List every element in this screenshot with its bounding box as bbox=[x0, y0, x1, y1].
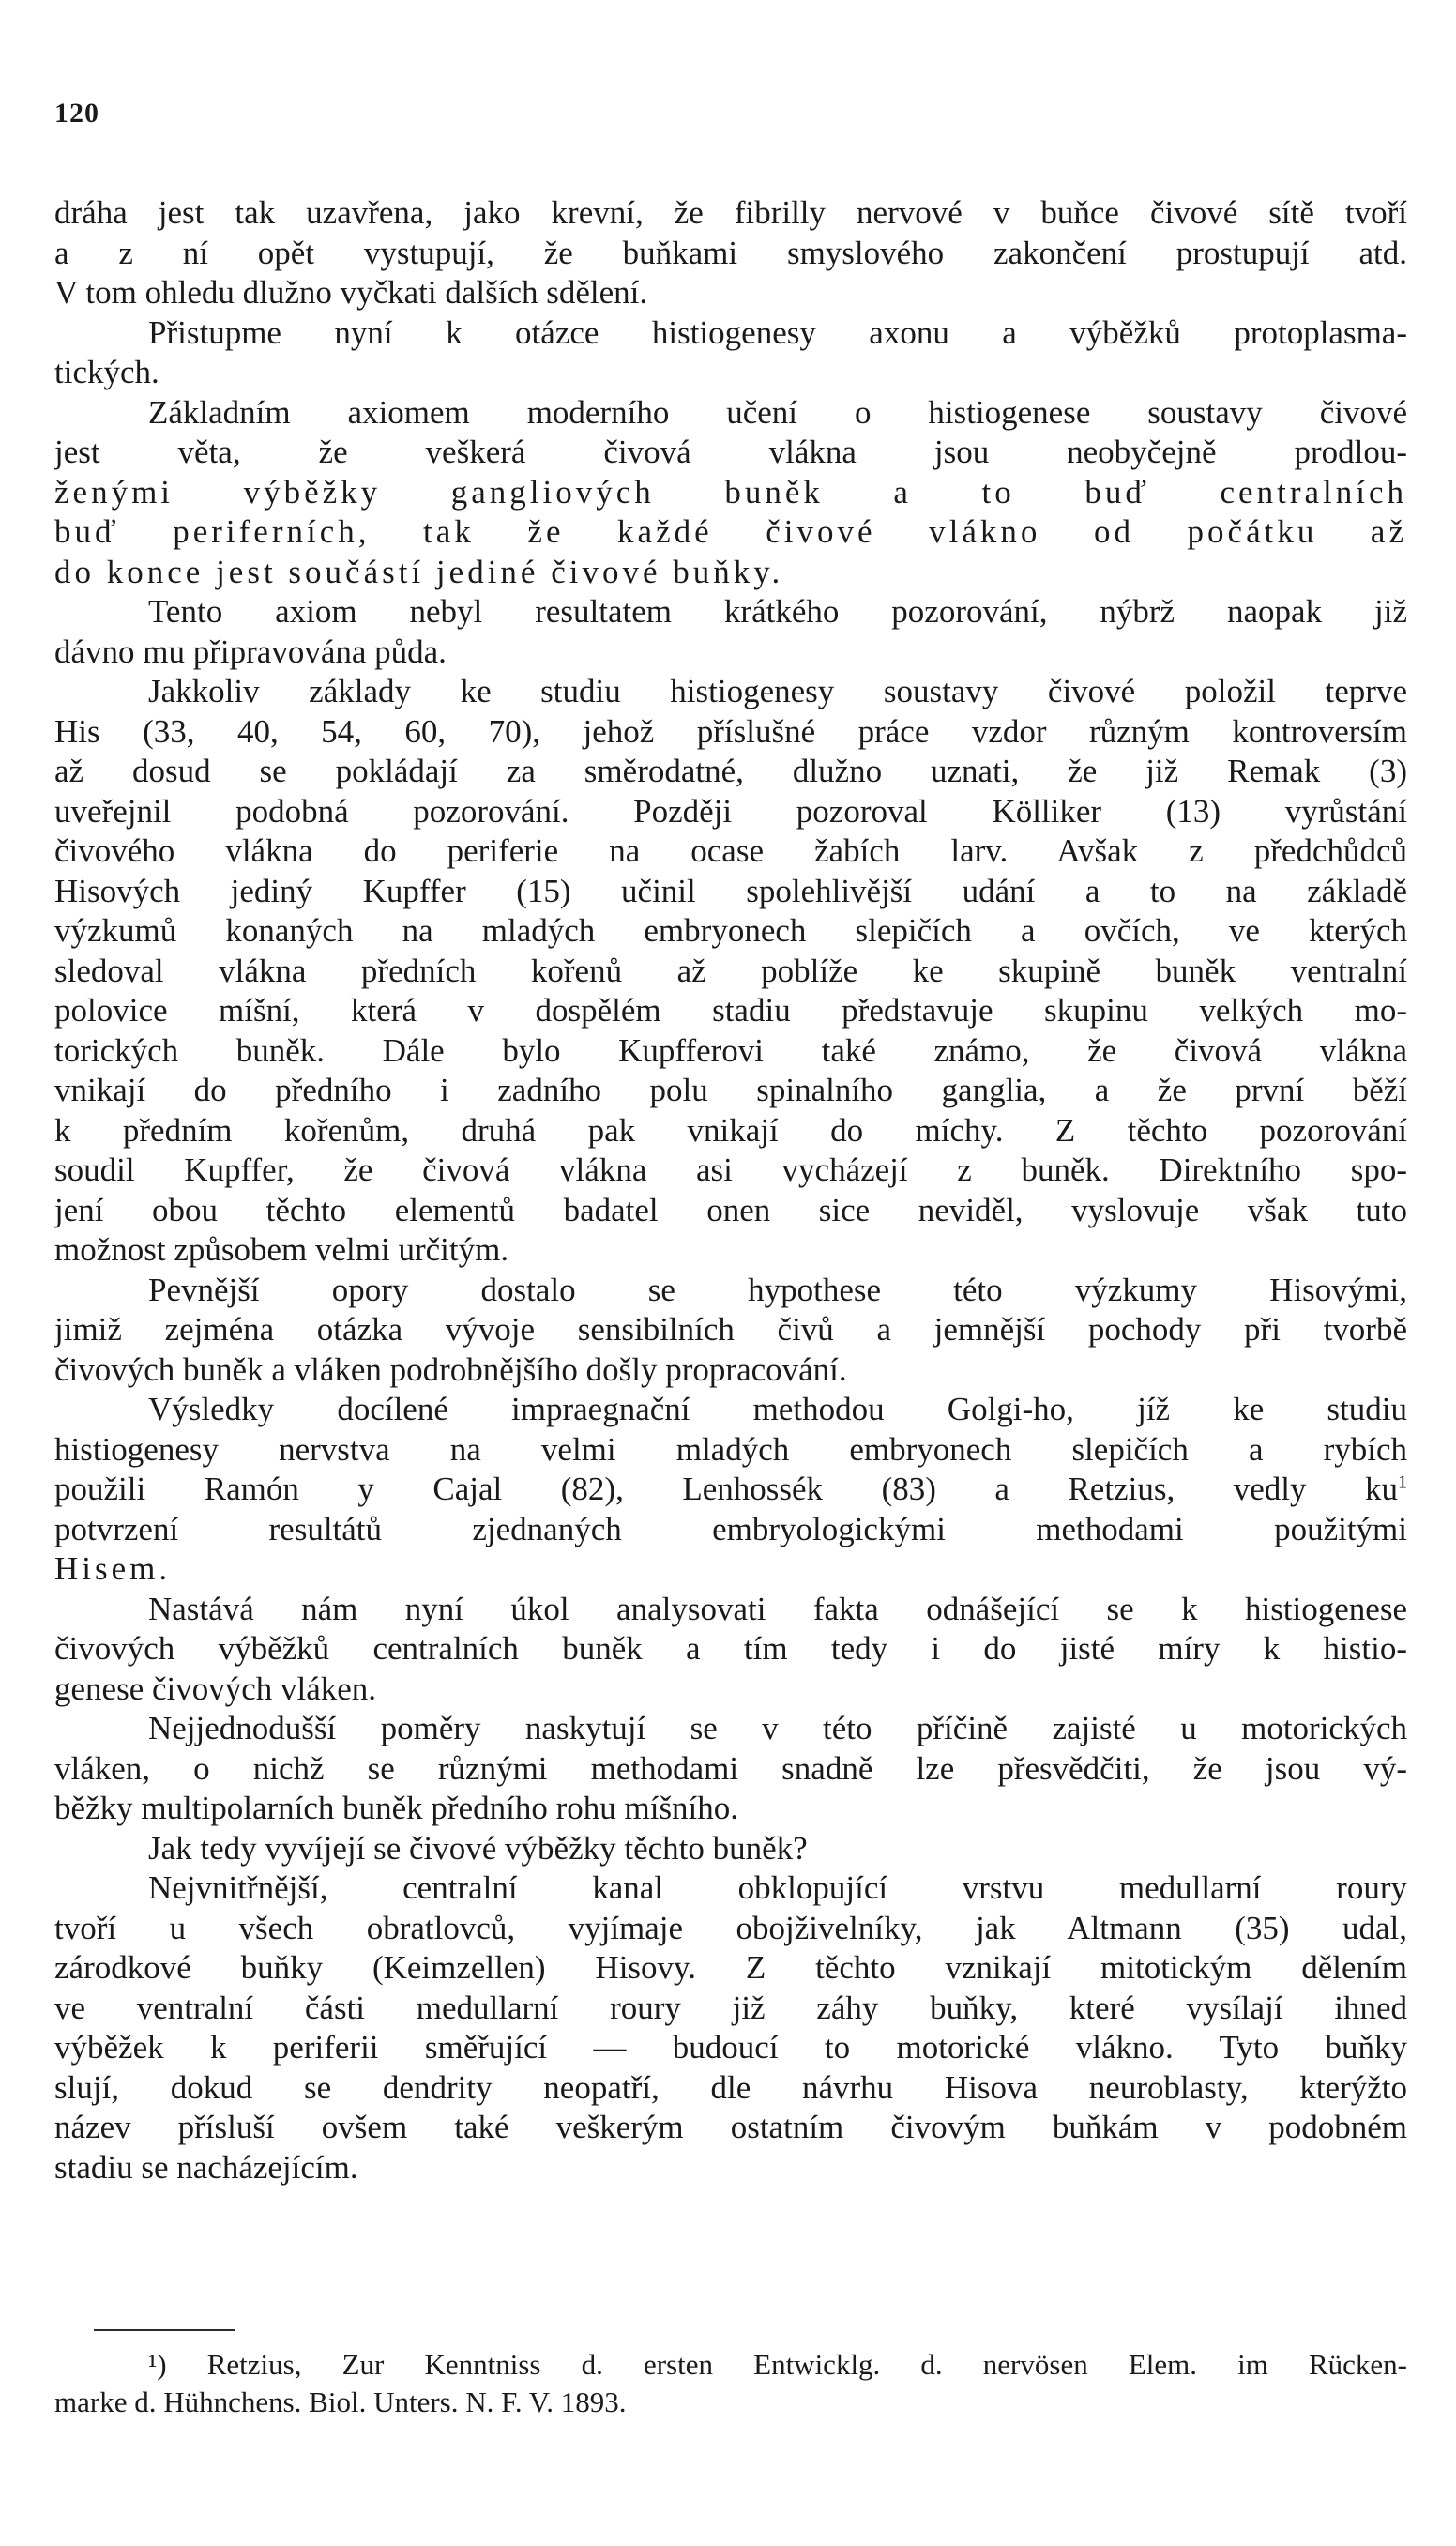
text-line: čivových výběžků centralních buněk a tím tedy i do jisté míry k histio- bbox=[54, 1630, 1407, 1667]
text-line: stadiu se nacházejícím. bbox=[54, 2148, 358, 2186]
text-line: Základním axiomem moderního učení o histiogenese soustavy čivové bbox=[148, 393, 1407, 431]
footnote-line: ¹) Retzius, Zur Kenntniss d. ersten Entwicklg. d. nervösen Elem. im Rücken- bbox=[148, 2348, 1407, 2381]
text-line: Přistupme nyní k otázce histiogenesy axonu a výběžků protoplasma- bbox=[148, 313, 1407, 351]
text-line: Hisových jediný Kupffer (15) učinil spolehlivější udání a to na základě bbox=[54, 872, 1407, 909]
text-line: vláken, o nichž se různými methodami snadně lze přesvědčiti, že jsou vý- bbox=[54, 1749, 1407, 1787]
text-line: Nastává nám nyní úkol analysovati fakta odnášející se k histiogenese bbox=[148, 1590, 1407, 1627]
text-line: Hisem. bbox=[54, 1550, 172, 1587]
text-line: torických buněk. Dále bylo Kupfferovi také známo, že čivová vlákna bbox=[54, 1031, 1407, 1069]
text-line: Pevnější opory dostalo se hypothese této výzkumy Hisovými, bbox=[148, 1271, 1407, 1308]
text-line: V tom ohledu dlužno vyčkati dalších sdělení. bbox=[54, 274, 648, 311]
text-line: jest věta, že veškerá čivová vlákna jsou neobyčejně prodlou- bbox=[54, 434, 1407, 470]
text-line: His (33, 40, 54, 60, 70), jehož příslušné práce vzdor různým kontroversím bbox=[54, 712, 1407, 750]
text-line: a z ní opět vystupují, že buňkami smyslového zakončení prostupují atd. bbox=[54, 234, 1407, 271]
text-line bbox=[54, 1470, 1407, 1510]
footnote-divider bbox=[94, 2329, 235, 2331]
text-line: běžky multipolarních buněk předního rohu míšního. bbox=[54, 1790, 739, 1826]
text-line: histiogenesy nervstva na velmi mladých embryonech slepičích a rybích bbox=[54, 1430, 1407, 1468]
text-line: Výsledky docílené impraegnační methodou Golgi-ho, jíž ke studiu bbox=[148, 1391, 1407, 1427]
text-line: Tento axiom nebyl resultatem krátkého pozorování, nýbrž naopak již bbox=[148, 593, 1407, 630]
text-line: uveřejnil podobná pozorování. Později pozoroval Kölliker (13) vyrůstání bbox=[54, 792, 1407, 830]
footnote-line: marke d. Hühnchens. Biol. Unters. N. F. V. 1893. bbox=[54, 2386, 627, 2418]
body-text bbox=[54, 193, 1407, 2188]
text-line: genese čivových vláken. bbox=[54, 1669, 377, 1707]
text-fragment: použili Ramón y Cajal (82), Lenhossék (83) a Retzius, vedly ku bbox=[54, 1471, 1398, 1507]
text-line: výběžek k periferii směřující — budoucí to motorické vlákno. Tyto buňky bbox=[54, 2029, 1407, 2066]
text-line: Nejvnitřnější, centralní kanal obklopující vrstvu medullarní roury bbox=[148, 1869, 1407, 1906]
text-line: dráha jest tak uzavřena, jako krevní, že fibrilly nervové v buňce čivové sítě tvoří bbox=[54, 194, 1407, 231]
text-line: čivových buněk a vláken podrobnějšího došly propracování. bbox=[54, 1350, 847, 1388]
text-line: možnost způsobem velmi určitým. bbox=[54, 1231, 509, 1268]
text-line: jimiž zejména otázka vývoje sensibilních čivů a jemnější pochody při tvorbě bbox=[54, 1311, 1407, 1348]
text-line: polovice míšní, která v dospělém stadiu představuje skupinu velkých mo- bbox=[54, 992, 1407, 1029]
text-line: k předním kořenům, druhá pak vnikají do míchy. Z těchto pozorování bbox=[54, 1111, 1407, 1149]
text-line: ve ventralní části medullarní roury již záhy buňky, které vysílají ihned bbox=[54, 1989, 1407, 2026]
text-line: potvrzení resultátů zjednaných embryologickými methodami použitými bbox=[54, 1510, 1407, 1547]
text-line: ženými výběžky gangliových buněk a to buď centralních bbox=[54, 473, 1407, 511]
text-line: slují, dokud se dendrity neopatří, dle návrhu Hisova neuroblasty, kterýžto bbox=[54, 2068, 1407, 2106]
text-line: čivového vlákna do periferie na ocase žabích larv. Avšak z předchůdců bbox=[54, 832, 1407, 869]
footnote-marker: 1 bbox=[1398, 1471, 1407, 1493]
text-line: soudil Kupffer, že čivová vlákna asi vycházejí z buněk. Direktního spo- bbox=[54, 1151, 1407, 1188]
text-line: název přísluší ovšem také veškerým ostatním čivovým buňkám v podobném bbox=[54, 2109, 1407, 2145]
text-line: tvoří u všech obratlovců, vyjímaje obojživelníky, jak Altmann (35) udal, bbox=[54, 1909, 1407, 1946]
text-line: dávno mu připravována půda. bbox=[54, 633, 447, 670]
text-line: tických. bbox=[54, 354, 159, 390]
text-line: až dosud se pokládají za směrodatné, dlužno uznati, že již Remak (3) bbox=[54, 753, 1407, 789]
text-line: vnikají do předního i zadního polu spinalního ganglia, a že první běží bbox=[54, 1072, 1407, 1108]
text-line: výzkumů konaných na mladých embryonech slepičích a ovčích, ve kterých bbox=[54, 912, 1407, 949]
text-line: do konce jest součástí jediné čivové buňky. bbox=[54, 553, 784, 590]
text-line: Nejjednodušší poměry naskytují se v této příčině zajisté u motorických bbox=[148, 1710, 1407, 1746]
text-line: Jakkoliv základy ke studiu histiogenesy soustavy čivové položil teprve bbox=[148, 673, 1407, 709]
text-line: buď periferních, tak že každé čivové vlákno od počátku až bbox=[54, 513, 1407, 550]
footnote bbox=[54, 2346, 1407, 2421]
text-line: zárodkové buňky (Keimzellen) Hisovy. Z těchto vznikají mitotickým dělením bbox=[54, 1949, 1407, 1986]
text-line: jení obou těchto elementů badatel onen sice neviděl, vyslovuje však tuto bbox=[54, 1191, 1407, 1228]
text-line: Jak tedy vyvíjejí se čivové výběžky těchto buněk? bbox=[148, 1829, 808, 1867]
text-line: sledoval vlákna předních kořenů až poblíže ke skupině buněk ventralní bbox=[54, 952, 1407, 989]
page-number: 120 bbox=[54, 98, 99, 129]
